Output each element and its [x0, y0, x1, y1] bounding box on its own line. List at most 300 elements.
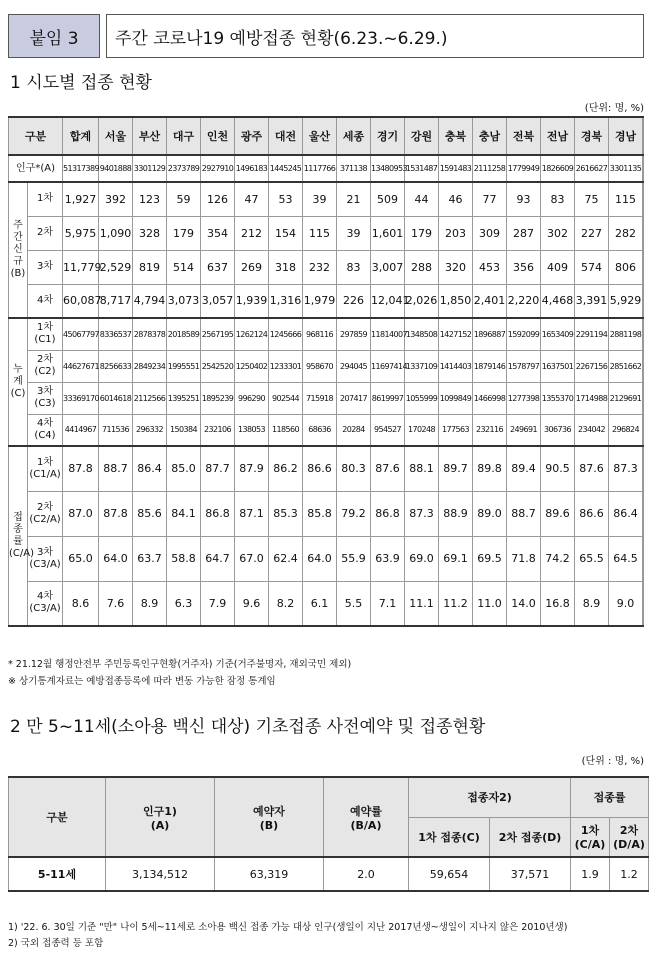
cell: 71.8	[507, 536, 541, 581]
cell: 64.0	[303, 536, 337, 581]
cell: 1591483	[439, 155, 473, 182]
table-row	[9, 250, 644, 284]
col-header: 충남	[473, 117, 507, 155]
cell: 1245666	[269, 318, 303, 350]
cell: 39	[303, 182, 337, 216]
cell: 59	[167, 182, 201, 216]
col-header: 경기	[371, 117, 405, 155]
cell: 179	[405, 216, 439, 250]
cell: 86.2	[269, 446, 303, 491]
regional-vaccination-table	[8, 116, 644, 627]
row-label: 인구*(A)	[9, 155, 63, 182]
cell: 3,391	[575, 284, 609, 318]
table-header-row	[9, 117, 644, 155]
cell: 7.6	[99, 581, 133, 626]
note-line: ※ 상기통계자료는 예방접종등록에 따라 변동 가능한 잠정 통계임	[8, 676, 276, 687]
cell: 64.7	[201, 536, 235, 581]
cell: 1714988	[575, 382, 609, 414]
cell: 287	[507, 216, 541, 250]
row-category: 5-11세	[9, 857, 106, 891]
cell: 11.2	[439, 581, 473, 626]
section1-unit: (단위: 명, %)	[584, 103, 644, 114]
cell: 1,927	[63, 182, 99, 216]
cell: 306736	[541, 414, 575, 446]
cell: 12,041	[371, 284, 405, 318]
cell: 5,975	[63, 216, 99, 250]
cell: 1250402	[235, 350, 269, 382]
table-row	[9, 491, 644, 536]
cell: 356	[507, 250, 541, 284]
cell: 968116	[303, 318, 337, 350]
cell: 87.7	[201, 446, 235, 491]
cell: 123	[133, 182, 167, 216]
cell: 89.4	[507, 446, 541, 491]
cell: 954527	[371, 414, 405, 446]
cell: 84.1	[167, 491, 201, 536]
col-header: 대구	[167, 117, 201, 155]
cell: 87.8	[63, 446, 99, 491]
row-label: 3차(C3/A)	[28, 536, 63, 581]
row-rate1: 1.9	[571, 857, 610, 891]
col-header: 강원	[405, 117, 439, 155]
cell: 86.8	[201, 491, 235, 536]
cell: 2927910	[201, 155, 235, 182]
cell: 3301135	[609, 155, 643, 182]
cell: 77	[473, 182, 507, 216]
cell: 3,057	[201, 284, 235, 318]
cell: 1895239	[201, 382, 235, 414]
cell: 89.7	[439, 446, 473, 491]
cell: 1,939	[235, 284, 269, 318]
note-line: * 21.12월 행정안전부 주민등록인구현황(거주자) 기준(거주불명자, 재외국민 제외)	[8, 659, 352, 670]
cell: 85.8	[303, 491, 337, 536]
cell: 1277398	[507, 382, 541, 414]
cell: 2878378	[133, 318, 167, 350]
cell: 69.5	[473, 536, 507, 581]
col-rate1: 1차 (C/A)	[571, 817, 610, 857]
row-reserved: 63,319	[215, 857, 324, 891]
cell: 318	[269, 250, 303, 284]
cell	[643, 216, 644, 250]
cell: 232106	[201, 414, 235, 446]
cell: 392	[99, 182, 133, 216]
cell: 509	[371, 182, 405, 216]
cell: 1348508	[405, 318, 439, 350]
cell: 1653409	[541, 318, 575, 350]
cell: 1262124	[235, 318, 269, 350]
cell: 7.9	[201, 581, 235, 626]
row-rate2: 1.2	[610, 857, 649, 891]
cell: 282	[609, 216, 643, 250]
cell: 212	[235, 216, 269, 250]
table-row	[9, 182, 644, 216]
cell: 63.7	[133, 536, 167, 581]
cell: 2111258	[473, 155, 507, 182]
table-row	[9, 536, 644, 581]
col-header: 울산	[303, 117, 337, 155]
cell: 1233301	[269, 350, 303, 382]
cell: 711536	[99, 414, 133, 446]
cell: 89.6	[541, 491, 575, 536]
col-header	[643, 117, 644, 155]
cell: 296824	[609, 414, 643, 446]
cell: 87.3	[609, 446, 643, 491]
col-rate2: 2차 (D/A)	[610, 817, 649, 857]
cell: 2567195	[201, 318, 235, 350]
cell: 150384	[167, 414, 201, 446]
cell: 13480953	[371, 155, 405, 182]
col-header: 경북	[575, 117, 609, 155]
cell: 2542520	[201, 350, 235, 382]
cell: 86.4	[609, 491, 643, 536]
cell: 14.0	[507, 581, 541, 626]
cell: 1395251	[167, 382, 201, 414]
group-label: 접종률(C/A)	[9, 446, 28, 626]
cell: 4,794	[133, 284, 167, 318]
group-label: 주간신규(B)	[9, 182, 28, 318]
cell: 1099849	[439, 382, 473, 414]
cell: 806	[609, 250, 643, 284]
cell: 33369170	[63, 382, 99, 414]
cell: 819	[133, 250, 167, 284]
cell: 58.8	[167, 536, 201, 581]
cell: 88.1	[405, 446, 439, 491]
cell: 2,401	[473, 284, 507, 318]
cell: 55.9	[337, 536, 371, 581]
cell: 5,929	[609, 284, 643, 318]
cell: 87.0	[63, 491, 99, 536]
cell: 21	[337, 182, 371, 216]
col-header: 구분	[9, 117, 63, 155]
cell: 87.6	[371, 446, 405, 491]
cell: 85.6	[133, 491, 167, 536]
cell: 11.1	[405, 581, 439, 626]
cell: 89.0	[473, 491, 507, 536]
col-rate: 접종률	[571, 777, 649, 817]
cell: 47	[235, 182, 269, 216]
cell: 154	[269, 216, 303, 250]
col-category: 구분	[9, 777, 106, 857]
cell: 1578797	[507, 350, 541, 382]
col-header: 전북	[507, 117, 541, 155]
col-header: 충북	[439, 117, 473, 155]
cell: 69.1	[439, 536, 473, 581]
table-row	[9, 446, 644, 491]
cell: 2616627	[575, 155, 609, 182]
col-header: 부산	[133, 117, 167, 155]
cell: 1414403	[439, 350, 473, 382]
cell: 234042	[575, 414, 609, 446]
row-dose1: 59,654	[409, 857, 490, 891]
col-header: 합계	[63, 117, 99, 155]
cell: 85.3	[269, 491, 303, 536]
cell: 86.6	[575, 491, 609, 536]
cell	[643, 182, 644, 216]
cell: 3301129	[133, 155, 167, 182]
cell: 90.5	[541, 446, 575, 491]
cell: 1826609	[541, 155, 575, 182]
cell: 409	[541, 250, 575, 284]
cell: 39	[337, 216, 371, 250]
cell: 902544	[269, 382, 303, 414]
cell: 226	[337, 284, 371, 318]
cell: 88.7	[99, 446, 133, 491]
row-label: 2차	[28, 216, 63, 250]
cell: 1879146	[473, 350, 507, 382]
cell: 126	[201, 182, 235, 216]
page-title: 주간 코로나19 예방접종 현황(6.23.~6.29.)	[106, 14, 644, 58]
cell: 60,087	[63, 284, 99, 318]
col-reserved: 예약자 (B)	[215, 777, 324, 857]
cell: 8336537	[99, 318, 133, 350]
cell: 996290	[235, 382, 269, 414]
cell: 65.5	[575, 536, 609, 581]
cell	[643, 446, 644, 491]
cell: 2291194	[575, 318, 609, 350]
cell: 16.8	[541, 581, 575, 626]
group-label: 누계(C)	[9, 318, 28, 446]
row-population: 3,134,512	[106, 857, 215, 891]
cell: 9.0	[609, 581, 643, 626]
cell: 227	[575, 216, 609, 250]
cell: 1427152	[439, 318, 473, 350]
cell	[643, 491, 644, 536]
cell: 46	[439, 182, 473, 216]
cell: 44627671	[63, 350, 99, 382]
cell	[643, 350, 644, 382]
row-dose2: 37,571	[490, 857, 571, 891]
cell: 87.8	[99, 491, 133, 536]
cell: 11814007	[371, 318, 405, 350]
cell: 288	[405, 250, 439, 284]
col-header: 세종	[337, 117, 371, 155]
cell	[643, 155, 644, 182]
cell	[643, 536, 644, 581]
population-row	[9, 155, 644, 182]
row-label: 1차(C1)	[28, 318, 63, 350]
cell	[643, 284, 644, 318]
cell: 87.3	[405, 491, 439, 536]
cell: 68636	[303, 414, 337, 446]
cell: 207417	[337, 382, 371, 414]
cell: 87.1	[235, 491, 269, 536]
cell: 2112566	[133, 382, 167, 414]
cell: 74.2	[541, 536, 575, 581]
attachment-badge: 붙임 3	[8, 14, 100, 58]
cell: 51317389	[63, 155, 99, 182]
cell: 67.0	[235, 536, 269, 581]
cell: 1337109	[405, 350, 439, 382]
row-label: 1차(C1/A)	[28, 446, 63, 491]
cell: 11,779	[63, 250, 99, 284]
note-line: 1) '22. 6. 30일 기준 "만" 나이 5세~11세로 소아용 백신 접종 가능 대상 인구(생일이 지난 2017년생~생일이 지나지 않은 2010년생)	[8, 922, 568, 933]
cell: 2129691	[609, 382, 643, 414]
cell: 115	[303, 216, 337, 250]
row-label: 3차	[28, 250, 63, 284]
cell	[643, 382, 644, 414]
row-label: 4차	[28, 284, 63, 318]
row-label: 2차(C2/A)	[28, 491, 63, 536]
col-dose1: 1차 접종(C)	[409, 817, 490, 857]
cell: 328	[133, 216, 167, 250]
table-row	[9, 414, 644, 446]
cell: 85.0	[167, 446, 201, 491]
table-row	[9, 318, 644, 350]
cell: 2849234	[133, 350, 167, 382]
cell: 1,316	[269, 284, 303, 318]
cell: 1637501	[541, 350, 575, 382]
cell: 115	[609, 182, 643, 216]
cell: 87.9	[235, 446, 269, 491]
cell: 1445245	[269, 155, 303, 182]
col-header: 서울	[99, 117, 133, 155]
cell: 302	[541, 216, 575, 250]
cell: 64.0	[99, 536, 133, 581]
cell: 83	[337, 250, 371, 284]
cell: 179	[167, 216, 201, 250]
cell: 8.6	[63, 581, 99, 626]
cell: 371138	[337, 155, 371, 182]
row-label: 4차(C3/A)	[28, 581, 63, 626]
cell: 354	[201, 216, 235, 250]
cell	[643, 318, 644, 350]
cell: 4,468	[541, 284, 575, 318]
cell: 1896887	[473, 318, 507, 350]
col-header: 인천	[201, 117, 235, 155]
cell: 203	[439, 216, 473, 250]
cell: 8.2	[269, 581, 303, 626]
cell: 309	[473, 216, 507, 250]
cell: 2,026	[405, 284, 439, 318]
cell: 86.8	[371, 491, 405, 536]
cell: 4414967	[63, 414, 99, 446]
cell: 11697414	[371, 350, 405, 382]
cell: 1466998	[473, 382, 507, 414]
cell: 79.2	[337, 491, 371, 536]
cell: 8.9	[133, 581, 167, 626]
cell: 1117766	[303, 155, 337, 182]
note-line: 2) 국외 접종력 등 포함	[8, 938, 104, 949]
table-row	[9, 857, 649, 891]
cell: 9401888	[99, 155, 133, 182]
cell: 2,220	[507, 284, 541, 318]
table-row	[9, 284, 644, 318]
cell: 93	[507, 182, 541, 216]
cell: 118560	[269, 414, 303, 446]
cell: 958670	[303, 350, 337, 382]
cell: 320	[439, 250, 473, 284]
cell: 45067797	[63, 318, 99, 350]
cell: 8,717	[99, 284, 133, 318]
section2-title: 2 만 5~11세(소아용 백신 대상) 기초접종 사전예약 및 접종현황	[10, 717, 486, 737]
cell: 44	[405, 182, 439, 216]
cell: 170248	[405, 414, 439, 446]
cell	[643, 414, 644, 446]
col-header: 경남	[609, 117, 643, 155]
cell: 232116	[473, 414, 507, 446]
cell: 1055999	[405, 382, 439, 414]
cell: 232	[303, 250, 337, 284]
cell: 574	[575, 250, 609, 284]
cell: 65.0	[63, 536, 99, 581]
cell: 1355370	[541, 382, 575, 414]
section2-notes	[8, 920, 648, 952]
cell: 75	[575, 182, 609, 216]
cell: 715918	[303, 382, 337, 414]
cell: 63.9	[371, 536, 405, 581]
cell: 64.5	[609, 536, 643, 581]
col-header: 대전	[269, 117, 303, 155]
cell: 294045	[337, 350, 371, 382]
cell: 297859	[337, 318, 371, 350]
cell: 1,601	[371, 216, 405, 250]
cell: 3,073	[167, 284, 201, 318]
cell: 88.9	[439, 491, 473, 536]
col-dose2: 2차 접종(D)	[490, 817, 571, 857]
cell: 62.4	[269, 536, 303, 581]
row-label: 4차(C4)	[28, 414, 63, 446]
cell: 80.3	[337, 446, 371, 491]
table-row	[9, 581, 644, 626]
pediatric-vaccination-table	[8, 776, 649, 892]
table-row	[9, 382, 644, 414]
cell: 89.8	[473, 446, 507, 491]
cell: 514	[167, 250, 201, 284]
cell: 1,850	[439, 284, 473, 318]
cell: 8.9	[575, 581, 609, 626]
cell: 83	[541, 182, 575, 216]
cell: 1,090	[99, 216, 133, 250]
section1-title: 1 시도별 접종 현황	[10, 73, 152, 93]
cell: 11.0	[473, 581, 507, 626]
cell: 2018589	[167, 318, 201, 350]
table-row	[9, 350, 644, 382]
cell: 5.5	[337, 581, 371, 626]
cell: 2373789	[167, 155, 201, 182]
cell: 138053	[235, 414, 269, 446]
cell: 7.1	[371, 581, 405, 626]
cell: 6.3	[167, 581, 201, 626]
cell	[643, 250, 644, 284]
cell: 53	[269, 182, 303, 216]
cell: 1995551	[167, 350, 201, 382]
cell: 9.6	[235, 581, 269, 626]
row-label: 3차(C3)	[28, 382, 63, 414]
cell: 1531487	[405, 155, 439, 182]
cell: 8619997	[371, 382, 405, 414]
cell: 3,007	[371, 250, 405, 284]
cell: 2,529	[99, 250, 133, 284]
cell: 8256633	[99, 350, 133, 382]
cell: 453	[473, 250, 507, 284]
cell: 2851662	[609, 350, 643, 382]
row-label: 2차(C2)	[28, 350, 63, 382]
cell: 1592099	[507, 318, 541, 350]
cell: 86.4	[133, 446, 167, 491]
col-header: 전남	[541, 117, 575, 155]
cell: 1496183	[235, 155, 269, 182]
cell: 20284	[337, 414, 371, 446]
cell: 6.1	[303, 581, 337, 626]
cell: 296332	[133, 414, 167, 446]
cell: 86.6	[303, 446, 337, 491]
cell: 637	[201, 250, 235, 284]
col-reserve-rate: 예약률 (B/A)	[324, 777, 409, 857]
row-reserve-rate: 2.0	[324, 857, 409, 891]
col-vaccinated: 접종자2)	[409, 777, 571, 817]
cell: 69.0	[405, 536, 439, 581]
cell: 87.6	[575, 446, 609, 491]
